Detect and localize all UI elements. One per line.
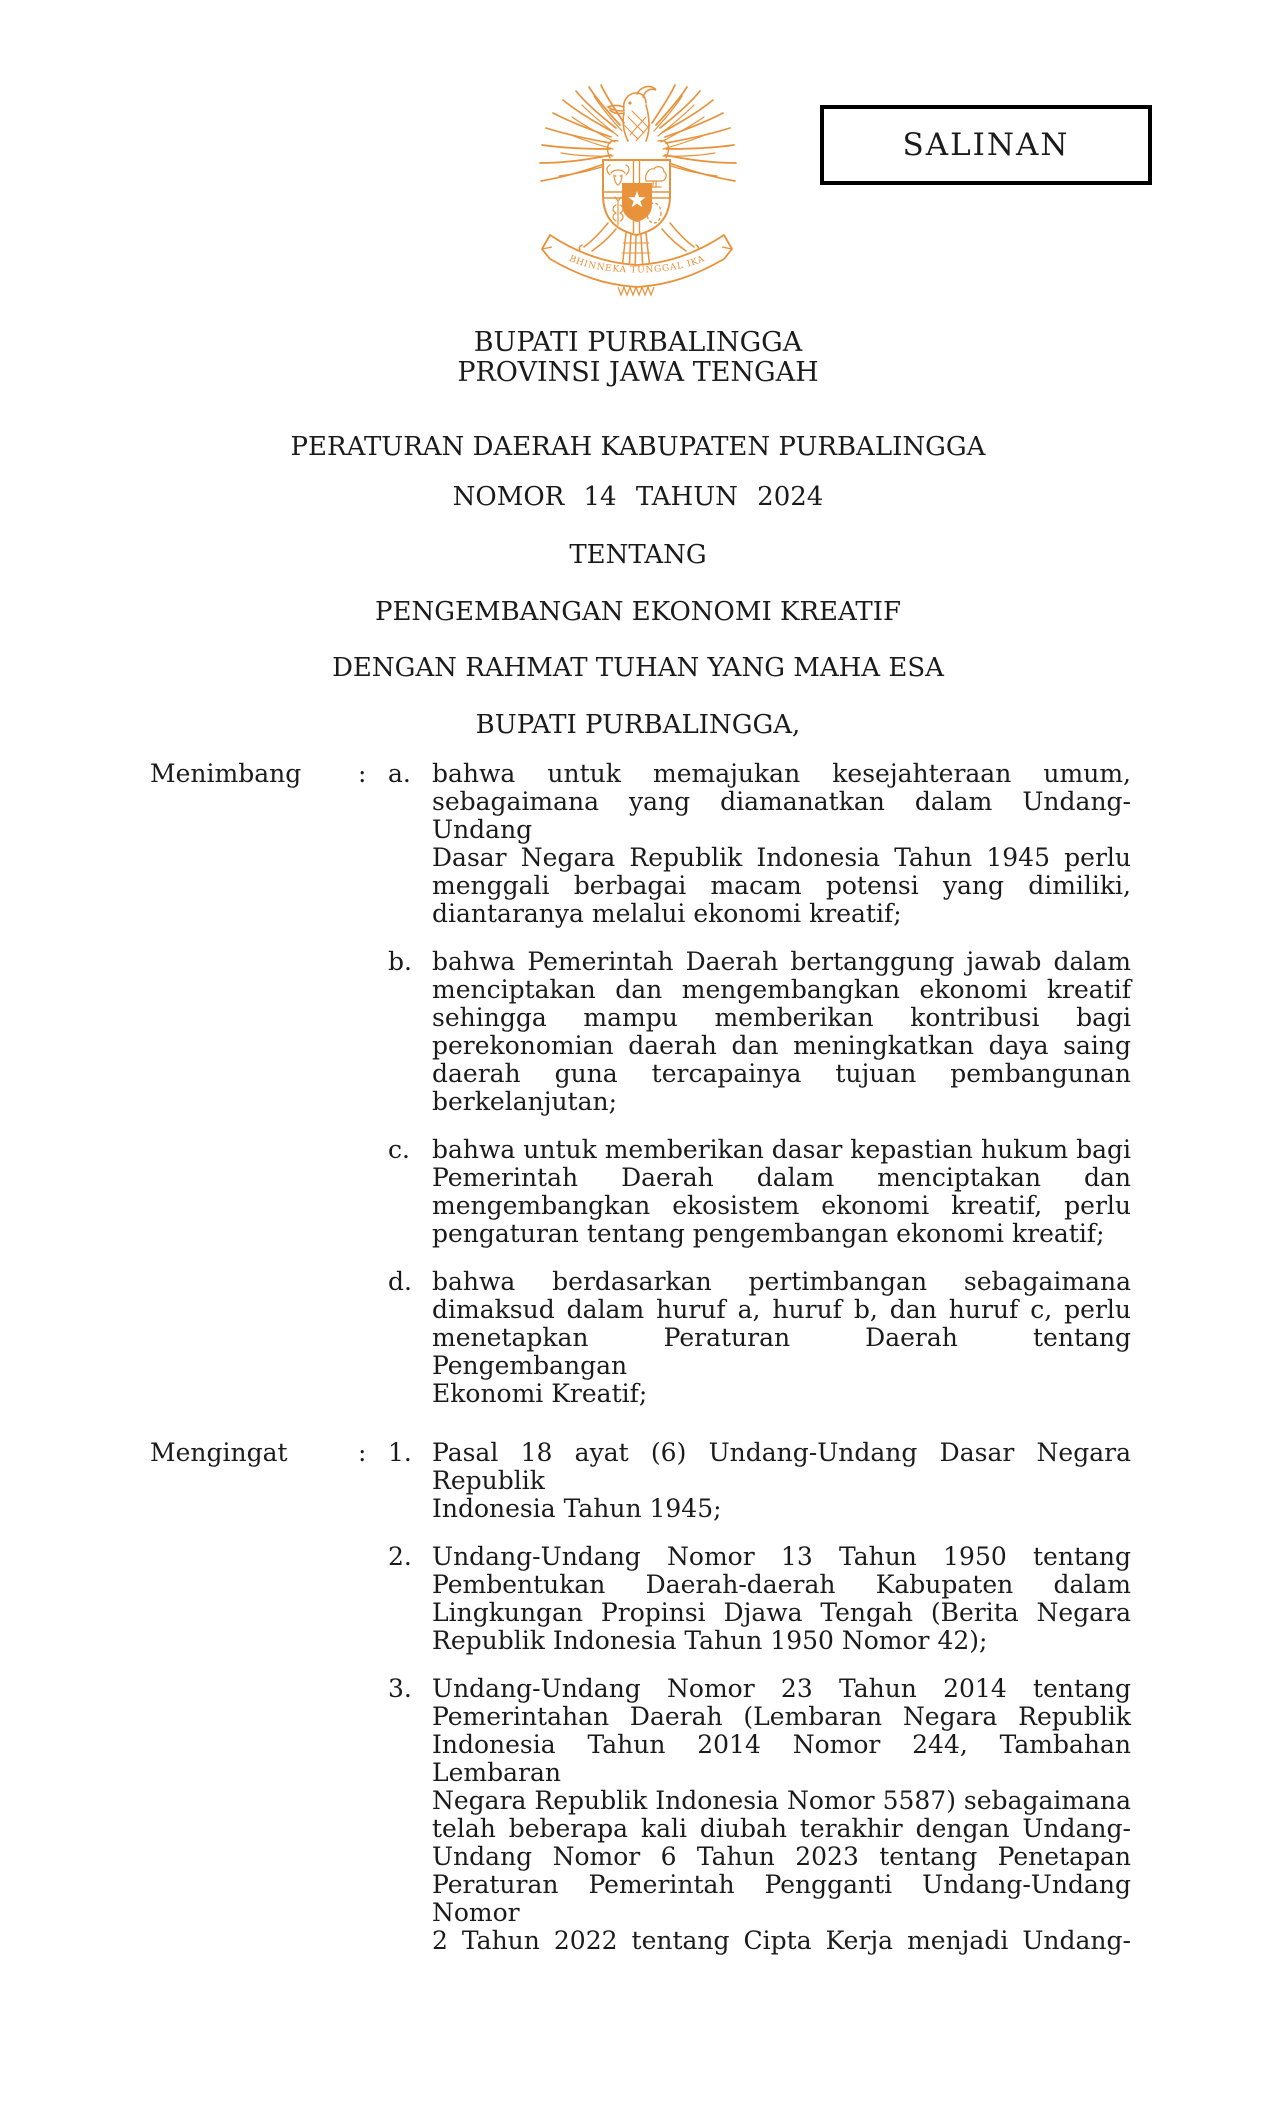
list-item [388, 1268, 1131, 1408]
item-text [432, 1543, 1131, 1655]
garuda-head-icon [608, 87, 656, 141]
text-line: dimaksud dalam huruf a, huruf b, dan huruf c, perlu [432, 1295, 1131, 1324]
regulation-body [150, 760, 1131, 1975]
text-line: Undang Nomor 6 Tahun 2023 tentang Penetapan [432, 1842, 1131, 1871]
item-marker: c. [388, 1135, 410, 1164]
text-line: telah beberapa kali diubah terakhir dengan Undang- [432, 1814, 1131, 1843]
salinan-stamp [820, 105, 1152, 185]
text-line: Dasar Negara Republik Indonesia Tahun 1945 perlu [432, 843, 1131, 872]
issuer-header [0, 328, 1276, 388]
item-marker: 3. [388, 1674, 412, 1703]
item-text [432, 1675, 1131, 1955]
text-line: Peraturan Pemerintah Pengganti Undang-Undang Nomor [432, 1870, 1131, 1927]
text-line: bahwa untuk memberikan dasar kepastian hukum bagi [432, 1135, 1131, 1164]
text-line: bahwa berdasarkan pertimbangan sebagaimana [432, 1267, 1131, 1296]
item-text [432, 948, 1131, 1116]
text-line: bahwa Pemerintah Daerah bertanggung jawab dalam [432, 947, 1131, 976]
text-line: berkelanjutan; [432, 1087, 618, 1116]
menimbang-colon: : [358, 759, 367, 788]
text-line: menetapkan Peraturan Daerah tentang Pengembangan [432, 1323, 1131, 1380]
motto-ribbon-icon [542, 235, 732, 295]
mengingat-list [388, 1439, 1131, 1975]
item-marker: d. [388, 1267, 412, 1296]
menimbang-list [388, 760, 1131, 1428]
list-item [388, 1439, 1131, 1523]
salinan-stamp-label: SALINAN [902, 127, 1070, 163]
item-marker: a. [388, 759, 411, 788]
text-line: menciptakan dan mengembangkan ekonomi kreatif [432, 975, 1131, 1004]
regulation-title: PERATURAN DAERAH KABUPATEN PURBALINGGA [290, 432, 986, 462]
text-line: Ekonomi Kreatif; [432, 1379, 648, 1408]
tentang-label: TENTANG [569, 540, 707, 570]
regulation-subject: PENGEMBANGAN EKONOMI KREATIF [374, 597, 902, 627]
text-line: menggali berbagai macam potensi yang dimiliki, [432, 871, 1131, 900]
list-item [388, 1543, 1131, 1655]
regulation-number: NOMOR 14 TAHUN 2024 [452, 482, 824, 512]
province-title: PROVINSI JAWA TENGAH [457, 357, 819, 388]
text-line: Negara Republik Indonesia Nomor 5587) sebagaimana [432, 1786, 1131, 1815]
invocation-line: DENGAN RAHMAT TUHAN YANG MAHA ESA [332, 653, 944, 683]
list-item [388, 1136, 1131, 1248]
garuda-pancasila-emblem [538, 83, 740, 297]
text-line: pengaturan tentang pengembangan ekonomi kreatif; [432, 1219, 1105, 1248]
issuer-title: BUPATI PURBALINGGA [473, 327, 803, 358]
item-marker: b. [388, 947, 412, 976]
text-line: mengembangkan ekosistem ekonomi kreatif, perlu [432, 1191, 1131, 1220]
text-line: daerah guna tercapainya tujuan pembangunan [432, 1059, 1131, 1088]
text-line: Pembentukan Daerah-daerah Kabupaten dalam [432, 1570, 1131, 1599]
text-line: Pasal 18 ayat (6) Undang-Undang Dasar Negara Republik [432, 1438, 1131, 1495]
item-text [432, 1268, 1131, 1408]
item-marker: 2. [388, 1542, 412, 1571]
item-text [432, 760, 1131, 928]
menimbang-label: Menimbang [150, 759, 302, 788]
text-line: sehingga mampu memberikan kontribusi bagi [432, 1003, 1131, 1032]
menimbang-section [150, 760, 1131, 1428]
text-line: Undang-Undang Nomor 23 Tahun 2014 tentang [432, 1674, 1131, 1703]
tail-fringe-icon [618, 287, 654, 295]
item-marker: 1. [388, 1438, 412, 1467]
mengingat-section [150, 1439, 1131, 1975]
text-line: Undang-Undang Nomor 13 Tahun 1950 tentang [432, 1542, 1131, 1571]
item-text [432, 1136, 1131, 1248]
mengingat-label: Mengingat [150, 1438, 288, 1467]
mengingat-colon: : [358, 1438, 367, 1467]
text-line: Pemerintah Daerah dalam menciptakan dan [432, 1163, 1131, 1192]
text-line: sebagaimana yang diamanatkan dalam Undang-Undang [432, 787, 1131, 844]
list-item [388, 948, 1131, 1116]
text-line: bahwa untuk memajukan kesejahteraan umum, [432, 759, 1131, 788]
text-line: Lingkungan Propinsi Djawa Tengah (Berita Negara [432, 1598, 1131, 1627]
text-line: Republik Indonesia Tahun 1950 Nomor 42); [432, 1626, 988, 1655]
text-line: Pemerintahan Daerah (Lembaran Negara Republik [432, 1702, 1131, 1731]
text-line: perekonomian daerah dan meningkatkan daya saing [432, 1031, 1131, 1060]
text-line: Indonesia Tahun 2014 Nomor 244, Tambahan Lembaran [432, 1730, 1131, 1787]
motto-text: BHINNEKA TUNGGAL IKA [567, 254, 707, 276]
text-line: Indonesia Tahun 1945; [432, 1494, 722, 1523]
item-text [432, 1439, 1131, 1523]
pancasila-shield-icon [603, 160, 670, 235]
text-line: diantaranya melalui ekonomi kreatif; [432, 899, 902, 928]
official-line: BUPATI PURBALINGGA, [475, 710, 801, 740]
list-item [388, 1675, 1131, 1955]
list-item [388, 760, 1131, 928]
text-line: 2 Tahun 2022 tentang Cipta Kerja menjadi Undang- [432, 1926, 1131, 1955]
